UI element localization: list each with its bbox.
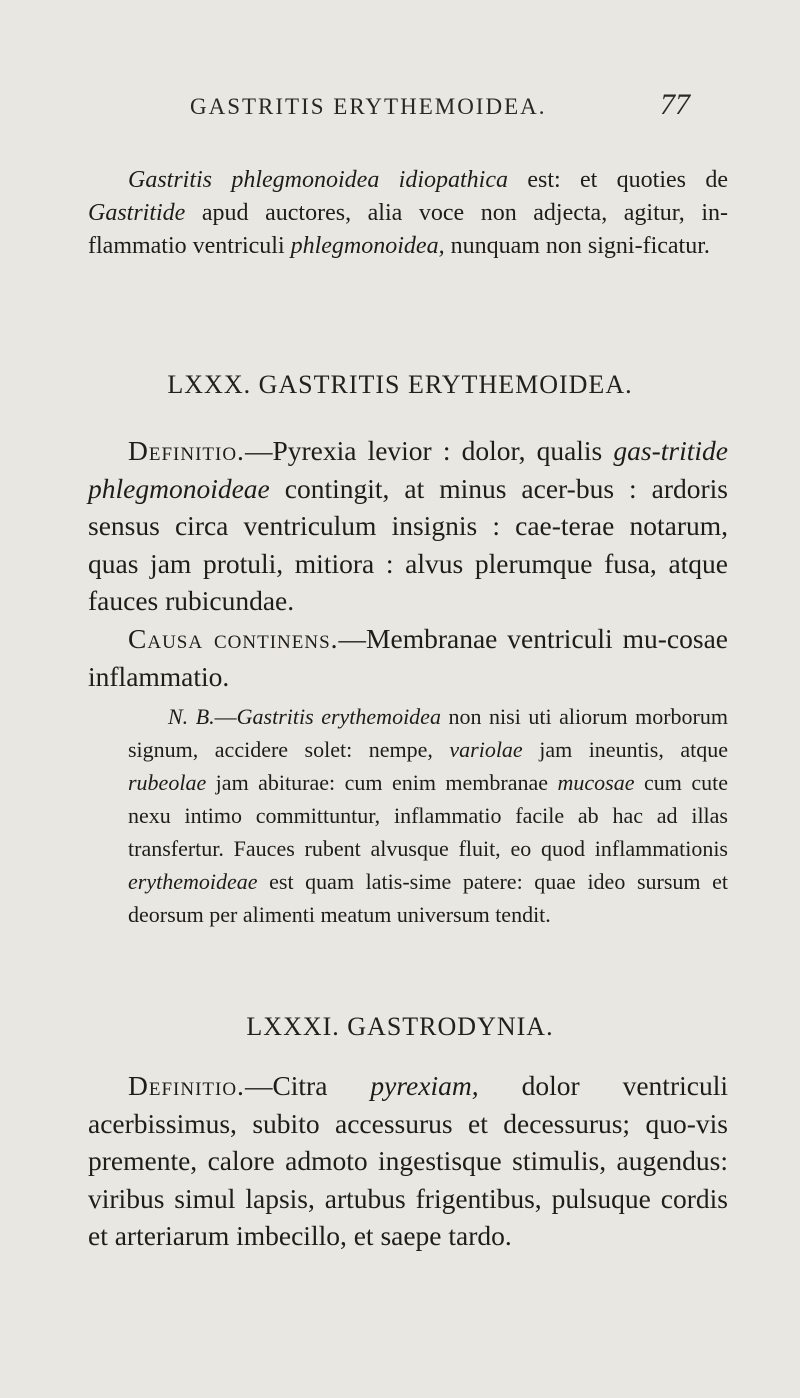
definition-term: gas-tritide phlegmonoideae xyxy=(88,435,728,504)
definition-text: —Pyrexia levior : dolor, qualis xyxy=(244,435,614,466)
intro-text: est: et quoties de xyxy=(508,167,728,193)
definition-paragraph xyxy=(88,1067,728,1255)
note-term: variolae xyxy=(449,737,523,762)
intro-term: phlegmonoidea, xyxy=(290,233,445,259)
note-term: mucosae xyxy=(557,770,635,795)
note-text: est quam latis-sime patere: quae ideo sursum et deorsum per alimenti meatum universum tendit. xyxy=(128,869,728,927)
section-heading: LXXX. GASTRITIS ERYTHEMOIDEA. xyxy=(167,370,633,399)
causa-text: —Membranae ventriculi mu-cosae inflammatio. xyxy=(88,623,728,692)
intro-text: apud auctores, alia voce non adjecta, agitur, in-flammatio ventriculi xyxy=(88,200,728,259)
causa-label: Causa continens. xyxy=(128,623,339,654)
nota-bene-paragraph xyxy=(128,700,728,931)
note-text: cum cute nexu intimo committuntur, inflammatio facile ab hac ad illas transfertur. Fauces rubent alvusque fluit, eo quod inflammationis xyxy=(128,770,728,861)
definition-term: pyrexiam, xyxy=(370,1070,479,1101)
note-text: jam abiturae: cum enim membranae xyxy=(206,770,558,795)
note-term: Gastritis erythemoidea xyxy=(236,704,441,729)
nota-bene-label: N. B. xyxy=(168,704,215,729)
note-text: — xyxy=(214,704,237,729)
running-head: GASTRITIS ERYTHEMOIDEA. xyxy=(190,94,547,119)
note-term: erythemoideae xyxy=(128,869,258,894)
intro-paragraph xyxy=(88,164,728,263)
section-heading: LXXXI. GASTRODYNIA. xyxy=(246,1012,554,1041)
definition-text: contingit, at minus acer-bus : ardoris sensus circa ventriculum insignis : cae-terae notarum, quas jam protuli, mitiora : alvus plerumque fusa, atque fauces rubicundae. xyxy=(88,472,728,616)
definition-paragraph xyxy=(88,432,728,620)
intro-term: Gastritis phlegmonoidea idiopathica xyxy=(128,167,508,193)
definition-label: Definitio. xyxy=(128,435,245,466)
note-text: jam ineuntis, atque xyxy=(522,737,729,762)
page-number: 77 xyxy=(660,88,690,121)
note-term: rubeolae xyxy=(128,770,207,795)
note-text: non nisi uti aliorum morborum signum, accidere solet: nempe, xyxy=(128,704,728,762)
page-header xyxy=(0,88,800,128)
intro-text: nunquam non signi-ficatur. xyxy=(444,233,710,259)
definition-text: —Citra xyxy=(244,1070,371,1101)
intro-term: Gastritide xyxy=(88,200,186,226)
definition-label: Definitio. xyxy=(128,1070,245,1101)
definition-text: dolor ventriculi acerbissimus, subito accessurus et decessurus; quo-vis premente, calore admoto ingestisque stimulis, augendus: viribus simul lapsis, artubus frigentibus, pulsuque cordis et arteriarum imbecillo, et saepe tardo. xyxy=(88,1070,728,1251)
causa-paragraph xyxy=(88,620,728,695)
